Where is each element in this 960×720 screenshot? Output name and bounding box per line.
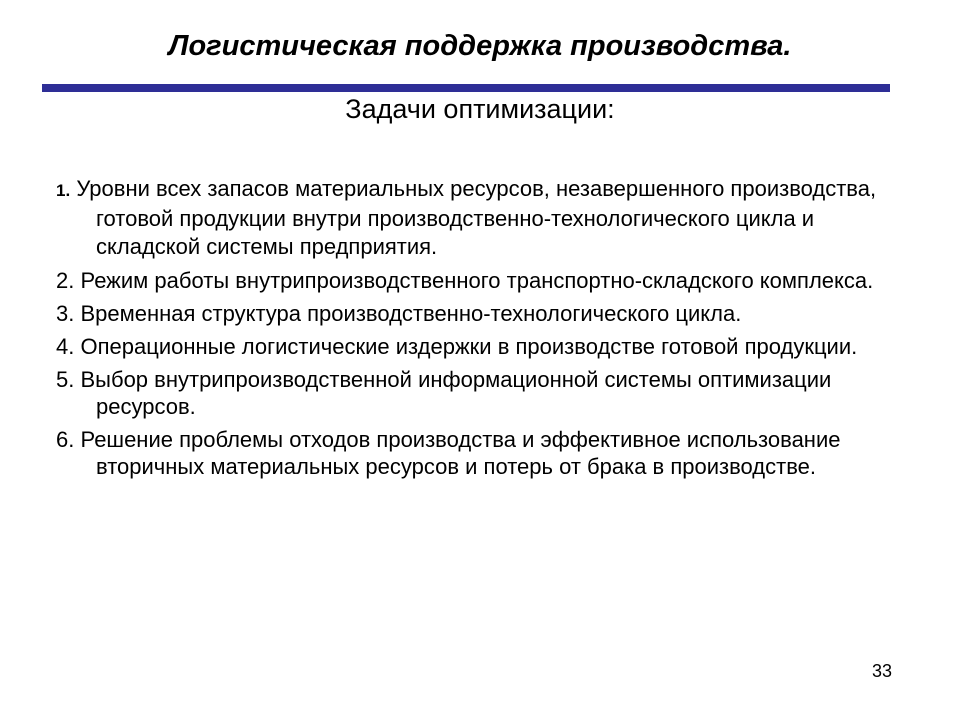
task-number: 6.: [56, 427, 75, 452]
task-text: Режим работы внутрипроизводственного транспортно-складского комплекса.: [80, 268, 874, 293]
task-item-2: [56, 267, 916, 294]
task-number: 2.: [56, 268, 75, 293]
slide-subtitle: Задачи оптимизации:: [345, 94, 615, 124]
task-number: 5.: [56, 367, 75, 392]
task-text: Операционные логистические издержки в производстве готовой продукции.: [80, 334, 858, 359]
task-text: Уровни всех запасов материальных ресурсов, незавершенного производства, готовой продукции внутри производственно-технологического цикла и складской системы предприятия.: [76, 176, 877, 259]
task-item-1: [56, 175, 916, 261]
task-number: 4.: [56, 334, 75, 359]
task-number: 1.: [56, 181, 71, 200]
task-text: Временная структура производственно-технологического цикла.: [80, 301, 742, 326]
task-item-4: [56, 333, 916, 360]
task-number: 3.: [56, 301, 75, 326]
task-item-5: [56, 366, 916, 420]
slide-title: Логистическая поддержка производства.: [168, 30, 792, 62]
page-number: 33: [872, 661, 893, 681]
task-text: Решение проблемы отходов производства и эффективное использование вторичных материальных ресурсов и потерь от брака в производстве.: [80, 427, 841, 479]
optimization-task-list: [56, 175, 916, 486]
task-item-3: [56, 300, 916, 327]
task-text: Выбор внутрипроизводственной информационной системы оптимизации ресурсов.: [80, 367, 832, 419]
task-item-6: [56, 426, 916, 480]
